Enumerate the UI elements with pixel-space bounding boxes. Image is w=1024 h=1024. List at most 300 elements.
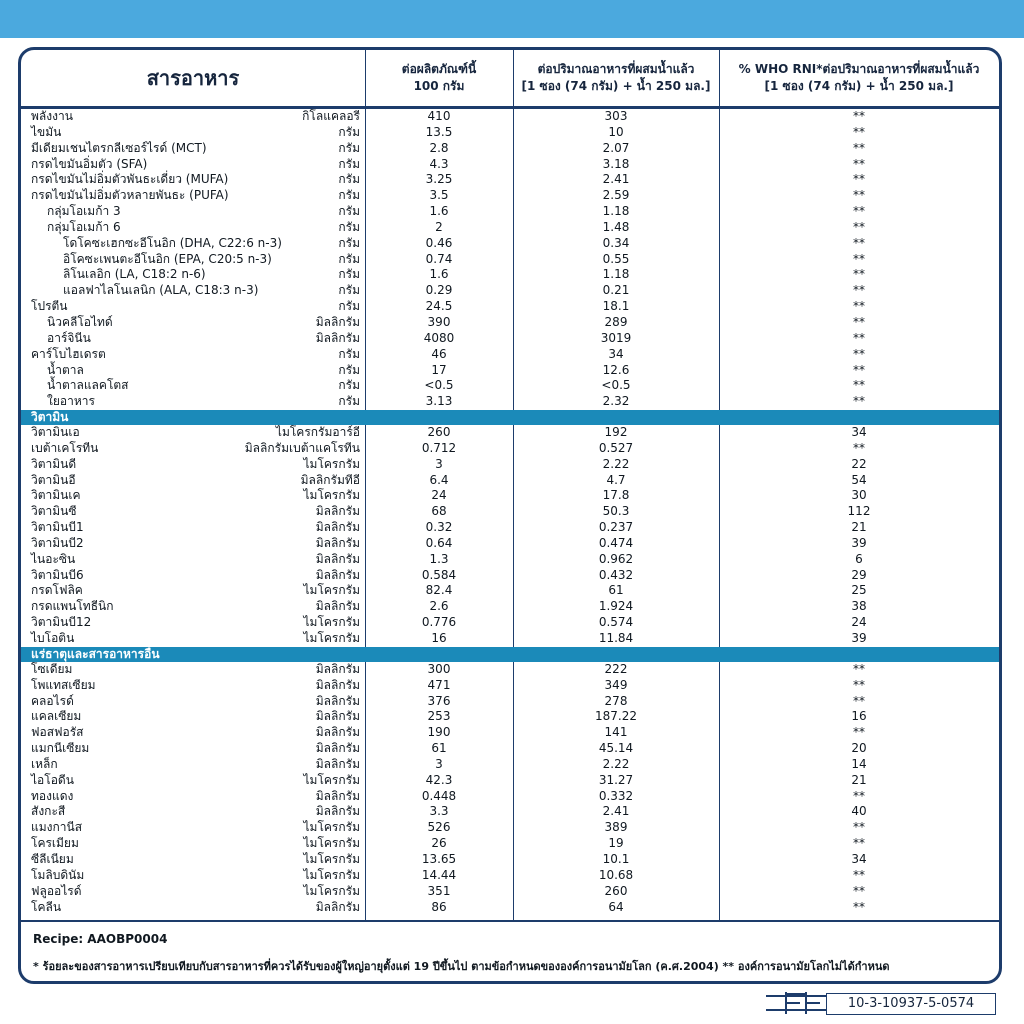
nutrient-name: โครเมียม xyxy=(31,836,79,851)
value-per-100g: 0.584 xyxy=(421,567,457,582)
nutrient-name: แคลเซียม xyxy=(31,709,82,724)
value-per-serving: 0.574 xyxy=(598,615,634,630)
header-who-rni: % WHO RNI*ต่อปริมาณอาหารที่ผสมน้ำแล้ว [1 ซอง (74 กรัม) + น้ำ 250 มล.] xyxy=(738,62,980,93)
table-row xyxy=(21,757,999,773)
value-who-rni: 34 xyxy=(851,425,867,440)
table-row xyxy=(21,725,999,741)
nutrient-name: วิตามินเค xyxy=(31,488,81,503)
value-per-100g: 0.448 xyxy=(421,788,457,803)
nutrient-unit: มิลลิกรัม xyxy=(315,725,360,740)
value-who-rni: ** xyxy=(853,362,865,377)
table-row xyxy=(21,820,999,836)
table-row xyxy=(21,378,999,394)
nutrient-name: โคลีน xyxy=(31,899,62,914)
nutrient-name: สังกะสี xyxy=(31,804,66,819)
value-who-rni: ** xyxy=(853,156,865,171)
nutrient-unit: กรัม xyxy=(338,251,360,266)
table-row xyxy=(21,394,999,410)
table-row xyxy=(21,709,999,725)
value-per-serving: 2.22 xyxy=(602,756,630,771)
value-per-100g: 526 xyxy=(427,820,451,835)
table-row xyxy=(21,583,999,599)
header-per-serving: ต่อปริมาณอาหารที่ผสมน้ำแล้ว [1 ซอง (74 กรัม) + น้ำ 250 มล.] xyxy=(521,62,711,93)
value-per-100g: 0.64 xyxy=(425,535,453,550)
value-per-serving: 0.432 xyxy=(598,567,634,582)
nutrient-name: กรดไขมันไม่อิ่มตัวหลายพันธะ (PUFA) xyxy=(31,188,229,203)
value-per-100g: 253 xyxy=(427,709,451,724)
value-per-100g: 24 xyxy=(431,488,447,503)
value-per-serving: 18.1 xyxy=(602,299,630,314)
table-row xyxy=(21,252,999,268)
nutrient-unit: มิลลิกรัม xyxy=(315,756,360,771)
table-row xyxy=(21,109,999,125)
value-per-100g: 260 xyxy=(427,425,451,440)
value-per-100g: 6.4 xyxy=(429,472,449,487)
value-who-rni: ** xyxy=(853,836,865,851)
table-row xyxy=(21,741,999,757)
value-per-100g: 17 xyxy=(431,362,447,377)
table-row xyxy=(21,347,999,363)
table-row xyxy=(21,473,999,489)
value-per-serving: 0.55 xyxy=(602,251,630,266)
registration-badge xyxy=(766,988,1002,1018)
nutrient-name: ไนอะซิน xyxy=(31,551,76,566)
table-row xyxy=(21,188,999,204)
value-who-rni: ** xyxy=(853,172,865,187)
recipe-code: Recipe: AAOBP0004 xyxy=(33,932,168,946)
value-per-100g: 13.5 xyxy=(425,124,453,139)
value-per-serving: 0.962 xyxy=(598,551,634,566)
nutrient-unit: มิลลิกรัม xyxy=(315,551,360,566)
nutrient-name: วิตามินเอ xyxy=(31,425,80,440)
value-per-100g: 0.32 xyxy=(425,520,453,535)
value-per-100g: 351 xyxy=(427,883,451,898)
value-per-serving: 64 xyxy=(608,899,624,914)
value-who-rni: ** xyxy=(853,314,865,329)
value-per-100g: 14.44 xyxy=(421,867,457,882)
value-per-serving: 349 xyxy=(604,677,628,692)
value-per-100g: 16 xyxy=(431,631,447,645)
value-per-serving: 303 xyxy=(604,109,628,123)
value-per-serving: 3019 xyxy=(600,330,632,345)
value-per-serving: 0.332 xyxy=(598,788,634,803)
top-color-bar xyxy=(0,0,1024,38)
nutrient-name: มีเดียมเชนไตรกลีเซอร์ไรด์ (MCT) xyxy=(31,140,207,155)
value-per-serving: 141 xyxy=(604,725,628,740)
table-row xyxy=(21,536,999,552)
nutrient-unit: มิลลิกรัม xyxy=(315,520,360,535)
value-who-rni: ** xyxy=(853,693,865,708)
value-per-100g: 471 xyxy=(427,677,451,692)
value-per-100g: 0.46 xyxy=(425,235,453,250)
nutrient-unit: กิโลแคลอรี xyxy=(302,109,360,123)
value-per-100g: 3.13 xyxy=(425,394,453,409)
table-row xyxy=(21,568,999,584)
table-row xyxy=(21,283,999,299)
nutrient-unit: มิลลิกรัม xyxy=(315,504,360,519)
table-row xyxy=(21,694,999,710)
nutrient-unit: กรัม xyxy=(338,188,360,203)
value-per-100g: 3 xyxy=(435,456,443,471)
nutrient-unit: มิลลิกรัม xyxy=(315,314,360,329)
value-per-100g: <0.5 xyxy=(424,378,454,393)
value-per-100g: 1.6 xyxy=(429,267,449,282)
value-per-serving: 17.8 xyxy=(602,488,630,503)
nutrient-name: ไบโอติน xyxy=(31,631,75,645)
value-who-rni: ** xyxy=(853,440,865,455)
table-row xyxy=(21,220,999,236)
table-row xyxy=(21,884,999,900)
nutrient-unit: มิลลิกรัมทีอี xyxy=(300,472,360,487)
value-who-rni: 40 xyxy=(851,804,867,819)
table-row xyxy=(21,599,999,615)
value-who-rni: ** xyxy=(853,867,865,882)
table-row xyxy=(21,267,999,283)
nutrient-name: ซีลีเนียม xyxy=(31,851,74,866)
value-per-100g: 0.29 xyxy=(425,283,453,298)
table-row xyxy=(21,425,999,441)
value-per-serving: 2.32 xyxy=(602,394,630,409)
value-per-serving: 1.48 xyxy=(602,219,630,234)
table-row xyxy=(21,125,999,141)
value-per-serving: 45.14 xyxy=(598,741,634,756)
table-row xyxy=(21,315,999,331)
nutrient-unit: มิลลิกรัม xyxy=(315,330,360,345)
table-row xyxy=(21,172,999,188)
value-who-rni: ** xyxy=(853,235,865,250)
value-per-serving: 278 xyxy=(604,693,628,708)
value-per-serving: 1.924 xyxy=(598,599,634,614)
nutrient-name: โมลิบดินัม xyxy=(31,867,85,882)
nutrient-name: ฟอสฟอรัส xyxy=(31,725,84,740)
value-per-serving: 0.34 xyxy=(602,235,630,250)
nutrient-name: คาร์โบไฮเดรต xyxy=(31,346,106,361)
value-per-serving: 61 xyxy=(608,583,624,598)
value-who-rni: 39 xyxy=(851,631,867,645)
nutrient-unit: กรัม xyxy=(338,140,360,155)
value-per-100g: 61 xyxy=(431,741,447,756)
nutrient-unit: ไมโครกรัม xyxy=(303,836,360,851)
nutrient-unit: มิลลิกรัม xyxy=(315,788,360,803)
value-per-100g: 3.25 xyxy=(425,172,453,187)
nutrient-unit: มิลลิกรัม xyxy=(315,741,360,756)
value-per-serving: <0.5 xyxy=(601,378,631,393)
table-row xyxy=(21,331,999,347)
table-row xyxy=(21,299,999,315)
nutrient-unit: ไมโครกรัม xyxy=(303,631,360,645)
table-row xyxy=(21,789,999,805)
value-who-rni: 38 xyxy=(851,599,867,614)
value-per-serving: 2.41 xyxy=(602,804,630,819)
nutrient-unit: ไมโครกรัม xyxy=(303,583,360,598)
value-per-serving: 0.474 xyxy=(598,535,634,550)
table-header xyxy=(21,50,999,109)
nutrient-unit: มิลลิกรัม xyxy=(315,804,360,819)
nutrient-unit: มิลลิกรัมเบต้าแคโรทีน xyxy=(244,440,360,455)
value-who-rni: ** xyxy=(853,899,865,914)
value-per-serving: 12.6 xyxy=(602,362,630,377)
value-per-100g: 410 xyxy=(427,109,451,123)
nutrient-name: วิตามินซี xyxy=(31,504,77,519)
value-who-rni: 21 xyxy=(851,772,867,787)
nutrient-unit: ไมโครกรัม xyxy=(303,851,360,866)
table-row xyxy=(21,662,999,678)
table-row xyxy=(21,520,999,536)
footer xyxy=(21,920,999,984)
value-per-serving: 10.68 xyxy=(598,867,634,882)
nutrient-unit: ไมโครกรัม xyxy=(303,772,360,787)
table-row xyxy=(21,141,999,157)
nutrient-unit: กรัม xyxy=(338,204,360,219)
registration-number: 10-3-10937-5-0574 xyxy=(826,993,996,1015)
nutrient-name: คลอไรด์ xyxy=(31,693,74,708)
value-per-serving: 2.41 xyxy=(602,172,630,187)
value-per-100g: 4080 xyxy=(423,330,455,345)
value-per-serving: 187.22 xyxy=(595,709,637,724)
footnote: * ร้อยละของสารอาหารเปรียบเทียบกับสารอาหารที่ควรได้รับของผู้ใหญ่อายุตั้งแต่ 19 ปีขึ้นไป ตามข้อกำหนดขององค์การอนามัยโลก (ค.ศ.2004) ** องค์การอนามัยโลกไม่ได้กำหนด xyxy=(33,960,890,973)
nutrient-name: โพแทสเซียม xyxy=(31,677,96,692)
value-who-rni: ** xyxy=(853,788,865,803)
nutrient-unit: กรัม xyxy=(338,299,360,314)
value-who-rni: ** xyxy=(853,820,865,835)
nutrient-unit: กรัม xyxy=(338,235,360,250)
value-who-rni: ** xyxy=(853,140,865,155)
value-per-serving: 4.7 xyxy=(606,472,626,487)
value-who-rni: 54 xyxy=(851,472,867,487)
table-row xyxy=(21,900,999,916)
nutrient-name: กรดไขมันอิ่มตัว (SFA) xyxy=(31,156,148,171)
value-per-100g: 68 xyxy=(431,504,447,519)
value-who-rni: ** xyxy=(853,346,865,361)
nutrient-unit: ไมโครกรัม xyxy=(303,456,360,471)
value-per-100g: 0.776 xyxy=(421,615,457,630)
value-who-rni: ** xyxy=(853,204,865,219)
nutrient-name: น้ำตาล xyxy=(47,362,84,377)
table-row xyxy=(21,488,999,504)
value-per-serving: 2.07 xyxy=(602,140,630,155)
value-per-serving: 31.27 xyxy=(598,772,634,787)
nutrient-name: วิตามินบี12 xyxy=(31,615,92,630)
nutrient-name: นิวคลีโอไทด์ xyxy=(47,314,113,329)
nutrient-unit: กรัม xyxy=(338,156,360,171)
value-who-rni: ** xyxy=(853,378,865,393)
value-per-100g: 2.6 xyxy=(429,599,449,614)
nutrient-unit: กรัม xyxy=(338,124,360,139)
nutrient-unit: กรัม xyxy=(338,394,360,409)
header-nutrient: สารอาหาร xyxy=(146,65,240,90)
value-per-serving: 50.3 xyxy=(602,504,630,519)
value-per-serving: 222 xyxy=(604,661,628,676)
nutrient-name: วิตามินบี6 xyxy=(31,567,84,582)
nutrient-unit: ไมโครกรัม xyxy=(303,883,360,898)
nutrient-name: กลุ่มโอเมก้า 6 xyxy=(47,219,121,234)
nutrient-name: วิตามินบี2 xyxy=(31,535,84,550)
table-row xyxy=(21,868,999,884)
table-row xyxy=(21,236,999,252)
value-per-100g: 26 xyxy=(431,836,447,851)
nutrient-unit: กรัม xyxy=(338,362,360,377)
nutrient-name: น้ำตาลแลคโตส xyxy=(47,378,129,393)
nutrient-unit: กรัม xyxy=(338,283,360,298)
value-who-rni: 22 xyxy=(851,456,867,471)
value-who-rni: 20 xyxy=(851,741,867,756)
value-per-serving: 1.18 xyxy=(602,204,630,219)
nutrient-name: วิตามินดี xyxy=(31,456,77,471)
value-who-rni: 6 xyxy=(855,551,863,566)
nutrient-name: กรดโฟลิค xyxy=(31,583,83,598)
value-per-100g: 2 xyxy=(435,219,443,234)
value-per-100g: 3.5 xyxy=(429,188,449,203)
nutrient-rows xyxy=(21,109,999,915)
value-per-100g: 3.3 xyxy=(429,804,449,819)
nutrient-unit: กรัม xyxy=(338,219,360,234)
value-per-serving: 0.237 xyxy=(598,520,634,535)
value-who-rni: 39 xyxy=(851,535,867,550)
value-who-rni: ** xyxy=(853,283,865,298)
nutrient-name: วิตามินบี1 xyxy=(31,520,84,535)
nutrient-name: อาร์จินีน xyxy=(47,330,91,345)
nutrient-unit: มิลลิกรัม xyxy=(315,535,360,550)
value-per-serving: 19 xyxy=(608,836,624,851)
table-row xyxy=(21,836,999,852)
value-who-rni: ** xyxy=(853,394,865,409)
table-row xyxy=(21,773,999,789)
value-per-serving: 0.527 xyxy=(598,440,634,455)
value-per-100g: 390 xyxy=(427,314,451,329)
value-per-100g: 86 xyxy=(431,899,447,914)
table-row xyxy=(21,363,999,379)
value-per-serving: 389 xyxy=(604,820,628,835)
table-row xyxy=(21,678,999,694)
table-row xyxy=(21,631,999,647)
nutrient-name: กรดไขมันไม่อิ่มตัวพันธะเดี่ยว (MUFA) xyxy=(31,172,229,187)
nutrient-unit: กรัม xyxy=(338,172,360,187)
value-who-rni: ** xyxy=(853,188,865,203)
value-who-rni: 30 xyxy=(851,488,867,503)
value-per-100g: 0.74 xyxy=(425,251,453,266)
nutrient-name: โดโคซะเฮกซะอีโนอิก (DHA, C22:6 n-3) xyxy=(63,235,282,250)
nutrition-panel xyxy=(18,47,1002,984)
nutrient-name: วิตามินอี xyxy=(31,472,76,487)
nutrient-unit: ไมโครกรัม xyxy=(303,488,360,503)
nutrient-name: ไอโอดีน xyxy=(31,772,74,787)
nutrient-unit: มิลลิกรัม xyxy=(315,677,360,692)
value-who-rni: 14 xyxy=(851,756,867,771)
value-per-100g: 4.3 xyxy=(429,156,449,171)
nutrient-unit: มิลลิกรัม xyxy=(315,709,360,724)
value-who-rni: 34 xyxy=(851,851,867,866)
nutrient-unit: มิลลิกรัม xyxy=(315,599,360,614)
nutrient-unit: กรัม xyxy=(338,267,360,282)
nutrient-unit: มิลลิกรัม xyxy=(315,661,360,676)
nutrient-unit: มิลลิกรัม xyxy=(315,693,360,708)
value-per-serving: 260 xyxy=(604,883,628,898)
nutrient-name: เหล็ก xyxy=(31,756,58,771)
value-per-100g: 300 xyxy=(427,661,451,676)
table-row xyxy=(21,552,999,568)
nutrient-unit: ไมโครกรัม xyxy=(303,820,360,835)
nutrient-name: ใยอาหาร xyxy=(47,394,95,409)
nutrient-unit: ไมโครกรัม xyxy=(303,615,360,630)
value-per-100g: 46 xyxy=(431,346,447,361)
nutrient-name: อิโคซะเพนตะอีโนอิก (EPA, C20:5 n-3) xyxy=(63,251,272,266)
nutrient-unit: กรัม xyxy=(338,346,360,361)
nutrient-name: ไขมัน xyxy=(31,124,62,139)
value-who-rni: ** xyxy=(853,883,865,898)
nutrient-unit: ไมโครกรัมอาร์อี xyxy=(275,425,360,440)
value-per-100g: 42.3 xyxy=(425,772,453,787)
table-row xyxy=(21,504,999,520)
nutrient-name: เบต้าเคโรทีน xyxy=(31,440,99,455)
value-per-serving: 2.22 xyxy=(602,456,630,471)
value-who-rni: ** xyxy=(853,109,865,123)
table-row xyxy=(21,204,999,220)
value-per-serving: 11.84 xyxy=(598,631,634,645)
value-per-100g: 1.3 xyxy=(429,551,449,566)
value-who-rni: ** xyxy=(853,124,865,139)
value-per-serving: 10 xyxy=(608,124,624,139)
nutrient-name: พลังงาน xyxy=(31,109,73,123)
nutrient-name: โปรตีน xyxy=(31,299,68,314)
value-per-serving: 10.1 xyxy=(602,851,630,866)
table-row xyxy=(21,157,999,173)
value-who-rni: ** xyxy=(853,219,865,234)
value-per-serving: 192 xyxy=(604,425,628,440)
value-who-rni: ** xyxy=(853,677,865,692)
value-who-rni: 25 xyxy=(851,583,867,598)
value-per-serving: 3.18 xyxy=(602,156,630,171)
value-who-rni: ** xyxy=(853,267,865,282)
value-per-100g: 24.5 xyxy=(425,299,453,314)
value-who-rni: ** xyxy=(853,661,865,676)
value-who-rni: ** xyxy=(853,299,865,314)
value-per-serving: 289 xyxy=(604,314,628,329)
header-per-100g: ต่อผลิตภัณฑ์นี้ 100 กรัม xyxy=(401,62,477,93)
value-who-rni: ** xyxy=(853,330,865,345)
nutrient-name: โซเดียม xyxy=(31,661,73,676)
value-who-rni: ** xyxy=(853,251,865,266)
value-who-rni: 29 xyxy=(851,567,867,582)
value-who-rni: 21 xyxy=(851,520,867,535)
value-per-serving: 0.21 xyxy=(602,283,630,298)
table-row xyxy=(21,852,999,868)
value-per-serving: 2.59 xyxy=(602,188,630,203)
value-per-100g: 376 xyxy=(427,693,451,708)
value-per-100g: 82.4 xyxy=(425,583,453,598)
nutrient-name: ลิโนเลอิก (LA, C18:2 n-6) xyxy=(63,267,206,282)
value-per-100g: 1.6 xyxy=(429,204,449,219)
value-who-rni: ** xyxy=(853,725,865,740)
nutrient-name: กรดแพนโทธีนิก xyxy=(31,599,114,614)
nutrient-name: แมกนีเซียม xyxy=(31,741,90,756)
value-who-rni: 16 xyxy=(851,709,867,724)
nutrient-unit: ไมโครกรัม xyxy=(303,867,360,882)
value-per-100g: 3 xyxy=(435,756,443,771)
nutrient-unit: มิลลิกรัม xyxy=(315,899,360,914)
nutrient-name: แมงกานีส xyxy=(31,820,83,835)
table-row xyxy=(21,441,999,457)
section-header: แร่ธาตุและสารอาหารอื่น xyxy=(21,647,999,662)
table-row xyxy=(21,457,999,473)
table-row xyxy=(21,615,999,631)
value-per-100g: 190 xyxy=(427,725,451,740)
section-header: วิตามิน xyxy=(21,410,999,425)
value-per-serving: 34 xyxy=(608,346,624,361)
value-who-rni: 24 xyxy=(851,615,867,630)
table-row xyxy=(21,804,999,820)
nutrient-unit: กรัม xyxy=(338,378,360,393)
nutrient-name: ทองแดง xyxy=(31,788,74,803)
